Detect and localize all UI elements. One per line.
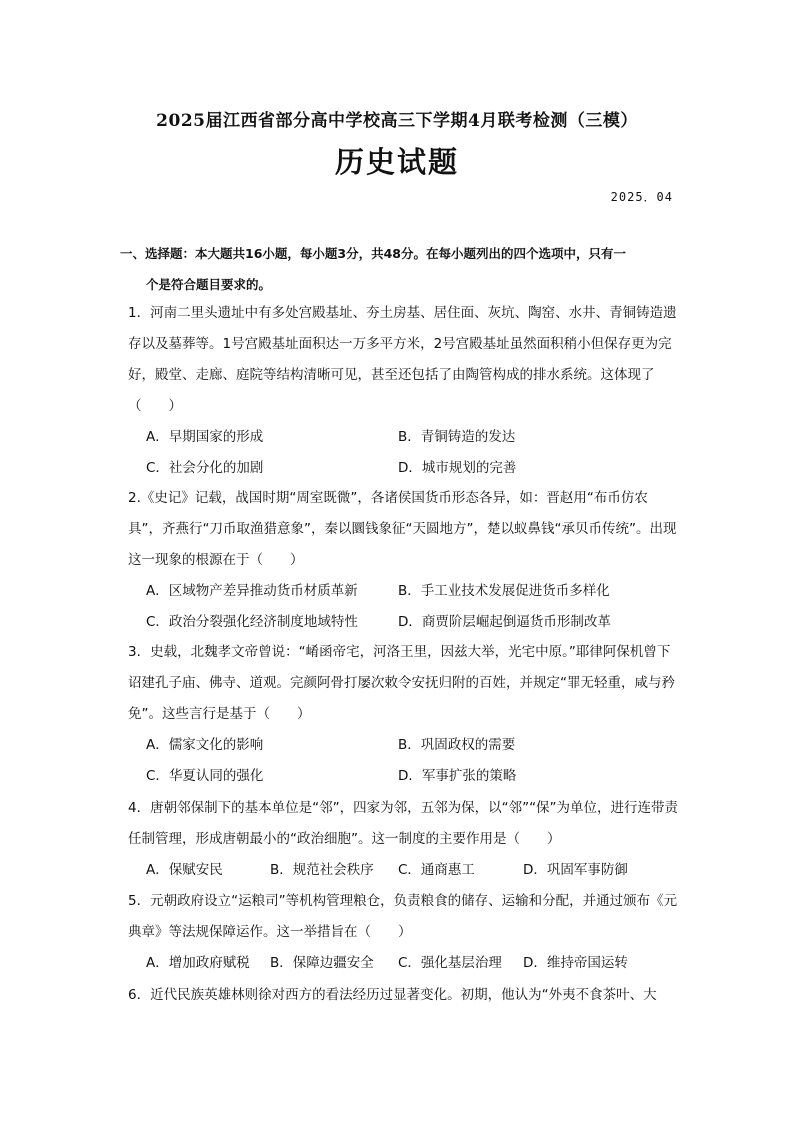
- options-row: [128, 422, 680, 453]
- section-heading-line1: 一、选择题：本大题共16小题，每小题3分，共48分。在每小题列出的四个选项中，只有一: [120, 246, 626, 261]
- option-c: C．社会分化的加剧: [146, 460, 264, 476]
- exam-date: 2025．04: [610, 190, 673, 204]
- option-d: D．巩固军事防御: [523, 862, 628, 878]
- question-stem: 1．河南二里头遗址中有多处宫殿基址、夯土房基、居住面、灰坑、陶窑、水井、青铜铸造遗存以及墓葬等。1号宫殿基址面积达一万多平方米，2号宫殿基址虽然面积稍小但保存更为完好，殿堂、走廊、庭院等结构清晰可见，甚至还包括了由陶管构成的排水系统。这体现了（ ）: [128, 305, 677, 414]
- question-stem: 4．唐朝邻保制下的基本单位是“邻”，四家为邻，五邻为保，以“邻”“保”为单位，进行连带责任制管理，形成唐朝最小的“政治细胞”。这一制度的主要作用是（ ）: [128, 800, 679, 847]
- question-5: [128, 886, 680, 979]
- question-stem: 2.《史记》记载，战国时期“周室既微”，各诸侯国货币形态各异，如：晋赵用“布币仿农具”，齐燕行“刀币取渔猎意象”，秦以圜钱象征“天圆地方”，楚以蚁鼻钱“承贝币传统”。出现这一现象的根源在于（ ）: [128, 490, 677, 568]
- option-a: A．增加政府赋税: [146, 955, 250, 971]
- option-b: B．手工业技术发展促进货币多样化: [398, 583, 610, 599]
- question-6: [128, 980, 680, 1011]
- question-2: [128, 483, 680, 638]
- option-c: C．通商惠工: [398, 862, 475, 878]
- question-stem: 3．史载，北魏孝文帝曾说：“崤函帝宅，河洛王里，因兹大举，光宅中原。”耶律阿保机曾下诏建孔子庙、佛寺、道观。完颜阿骨打屡次敕令安抚归附的百姓，并规定“罪无轻重，咸与矜免”。这些言行是基于（ ）: [128, 644, 675, 722]
- options-row: [128, 948, 680, 979]
- options-row: [128, 730, 680, 761]
- option-b: B．巩固政权的需要: [398, 737, 516, 753]
- option-d: D．军事扩张的策略: [398, 768, 517, 784]
- option-c: C．政治分裂强化经济制度地域特性: [146, 614, 358, 630]
- option-d: D．商贾阶层崛起倒逼货币形制改革: [398, 614, 611, 630]
- options-row: [128, 607, 680, 638]
- exam-title: 2025届江西省部分高中学校高三下学期4月联考检测（三模）: [156, 111, 638, 131]
- option-a: A．区域物产差异推动货币材质革新: [146, 583, 358, 599]
- option-c: C．强化基层治理: [398, 955, 502, 971]
- option-a: A．早期国家的形成: [146, 429, 264, 445]
- option-d: D．维持帝国运转: [523, 955, 628, 971]
- options-row: [128, 761, 680, 792]
- options-row: [128, 576, 680, 607]
- options-row: [128, 453, 680, 484]
- option-b: B．青铜铸造的发达: [398, 429, 516, 445]
- subject-title: 历史试题: [334, 145, 459, 179]
- section-heading: [120, 238, 680, 300]
- option-d: D．城市规划的完善: [398, 460, 517, 476]
- section-heading-line2: 个是符合题目要求的。: [146, 277, 272, 292]
- question-stem: 6．近代民族英雄林则徐对西方的看法经历过显著变化。初期，他认为“外夷不食茶叶、大: [128, 987, 657, 1003]
- options-row: [128, 855, 680, 886]
- option-c: C．华夏认同的强化: [146, 768, 264, 784]
- option-a: A．儒家文化的影响: [146, 737, 264, 753]
- question-1: [128, 298, 680, 484]
- question-3: [128, 637, 680, 792]
- question-4: [128, 793, 680, 886]
- question-stem: 5．元朝政府设立“运粮司”等机构管理粮仓，负责粮食的储存、运输和分配，并通过颁布《元典章》等法规保障运作。这一举措旨在（ ）: [128, 893, 678, 940]
- option-b: B．规范社会秩序: [270, 862, 374, 878]
- option-b: B．保障边疆安全: [270, 955, 374, 971]
- option-a: A．保赋安民: [146, 862, 223, 878]
